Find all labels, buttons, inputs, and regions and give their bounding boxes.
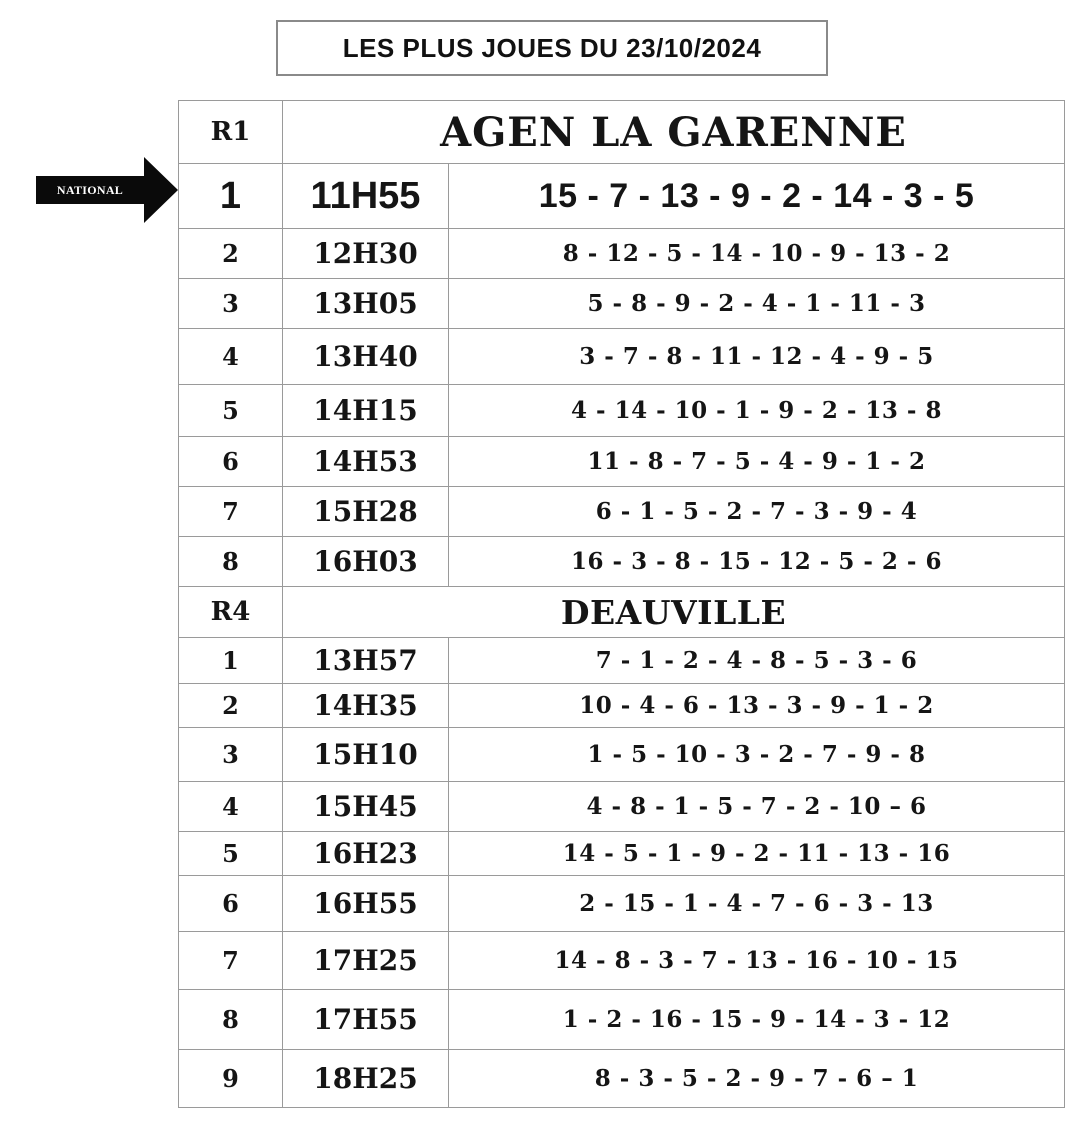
race-number: 6 (179, 876, 283, 932)
meeting-venue: DEAUVILLE (283, 587, 1065, 638)
race-time: 14H15 (283, 385, 449, 437)
table-row (179, 1050, 1065, 1108)
page-title: LES PLUS JOUES DU 23/10/2024 (276, 20, 828, 76)
results-table (178, 100, 1065, 1108)
table-row (179, 437, 1065, 487)
race-selection: 11 - 8 - 7 - 5 - 4 - 9 - 1 - 2 (449, 437, 1065, 487)
race-number: 8 (179, 537, 283, 587)
meeting-header-row (179, 587, 1065, 638)
table-row (179, 164, 1065, 229)
race-time: 17H25 (283, 932, 449, 990)
table-row (179, 385, 1065, 437)
race-number: 7 (179, 487, 283, 537)
table-row (179, 876, 1065, 932)
race-number: 2 (179, 684, 283, 728)
race-time: 11H55 (283, 164, 449, 229)
race-number: 9 (179, 1050, 283, 1108)
race-time: 16H23 (283, 832, 449, 876)
race-selection: 16 - 3 - 8 - 15 - 12 - 5 - 2 - 6 (449, 537, 1065, 587)
race-time: 16H55 (283, 876, 449, 932)
table-row (179, 932, 1065, 990)
race-time: 15H10 (283, 728, 449, 782)
table-row (179, 832, 1065, 876)
race-number: 5 (179, 832, 283, 876)
race-selection: 7 - 1 - 2 - 4 - 8 - 5 - 3 - 6 (449, 638, 1065, 684)
race-selection: 8 - 12 - 5 - 14 - 10 - 9 - 13 - 2 (449, 229, 1065, 279)
race-time: 13H40 (283, 329, 449, 385)
race-number: 6 (179, 437, 283, 487)
race-time: 17H55 (283, 990, 449, 1050)
table-row (179, 638, 1065, 684)
race-number: 7 (179, 932, 283, 990)
meeting-venue: AGEN LA GARENNE (283, 101, 1065, 164)
table-row (179, 684, 1065, 728)
race-time: 18H25 (283, 1050, 449, 1108)
race-number: 1 (179, 638, 283, 684)
race-selection: 10 - 4 - 6 - 13 - 3 - 9 - 1 - 2 (449, 684, 1065, 728)
race-selection: 6 - 1 - 5 - 2 - 7 - 3 - 9 - 4 (449, 487, 1065, 537)
race-time: 14H35 (283, 684, 449, 728)
race-number: 4 (179, 782, 283, 832)
race-selection: 3 - 7 - 8 - 11 - 12 - 4 - 9 - 5 (449, 329, 1065, 385)
arrow-label: NATIONAL (56, 182, 124, 197)
race-time: 15H28 (283, 487, 449, 537)
race-selection: 14 - 5 - 1 - 9 - 2 - 11 - 13 - 16 (449, 832, 1065, 876)
table-row (179, 279, 1065, 329)
race-time: 16H03 (283, 537, 449, 587)
race-number: 1 (179, 164, 283, 229)
race-selection: 4 - 8 - 1 - 5 - 7 - 2 - 10 – 6 (449, 782, 1065, 832)
meeting-header-row (179, 101, 1065, 164)
table-row (179, 782, 1065, 832)
race-selection: 1 - 5 - 10 - 3 - 2 - 7 - 9 - 8 (449, 728, 1065, 782)
table-row (179, 728, 1065, 782)
race-selection: 15 - 7 - 13 - 9 - 2 - 14 - 3 - 5 (449, 164, 1065, 229)
race-selection: 5 - 8 - 9 - 2 - 4 - 1 - 11 - 3 (449, 279, 1065, 329)
race-number: 4 (179, 329, 283, 385)
race-time: 12H30 (283, 229, 449, 279)
race-selection: 2 - 15 - 1 - 4 - 7 - 6 - 3 - 13 (449, 876, 1065, 932)
table-row (179, 990, 1065, 1050)
race-selection: 1 - 2 - 16 - 15 - 9 - 14 - 3 - 12 (449, 990, 1065, 1050)
race-number: 5 (179, 385, 283, 437)
table-row (179, 229, 1065, 279)
meeting-code: R1 (179, 101, 283, 164)
table-row (179, 487, 1065, 537)
meeting-code: R4 (179, 587, 283, 638)
race-number: 2 (179, 229, 283, 279)
race-selection: 4 - 14 - 10 - 1 - 9 - 2 - 13 - 8 (449, 385, 1065, 437)
race-time: 15H45 (283, 782, 449, 832)
race-time: 14H53 (283, 437, 449, 487)
race-selection: 8 - 3 - 5 - 2 - 9 - 7 - 6 – 1 (449, 1050, 1065, 1108)
race-number: 3 (179, 279, 283, 329)
race-number: 8 (179, 990, 283, 1050)
race-selection: 14 - 8 - 3 - 7 - 13 - 16 - 10 - 15 (449, 932, 1065, 990)
race-time: 13H57 (283, 638, 449, 684)
race-time: 13H05 (283, 279, 449, 329)
race-number: 3 (179, 728, 283, 782)
table-row (179, 537, 1065, 587)
table-row (179, 329, 1065, 385)
